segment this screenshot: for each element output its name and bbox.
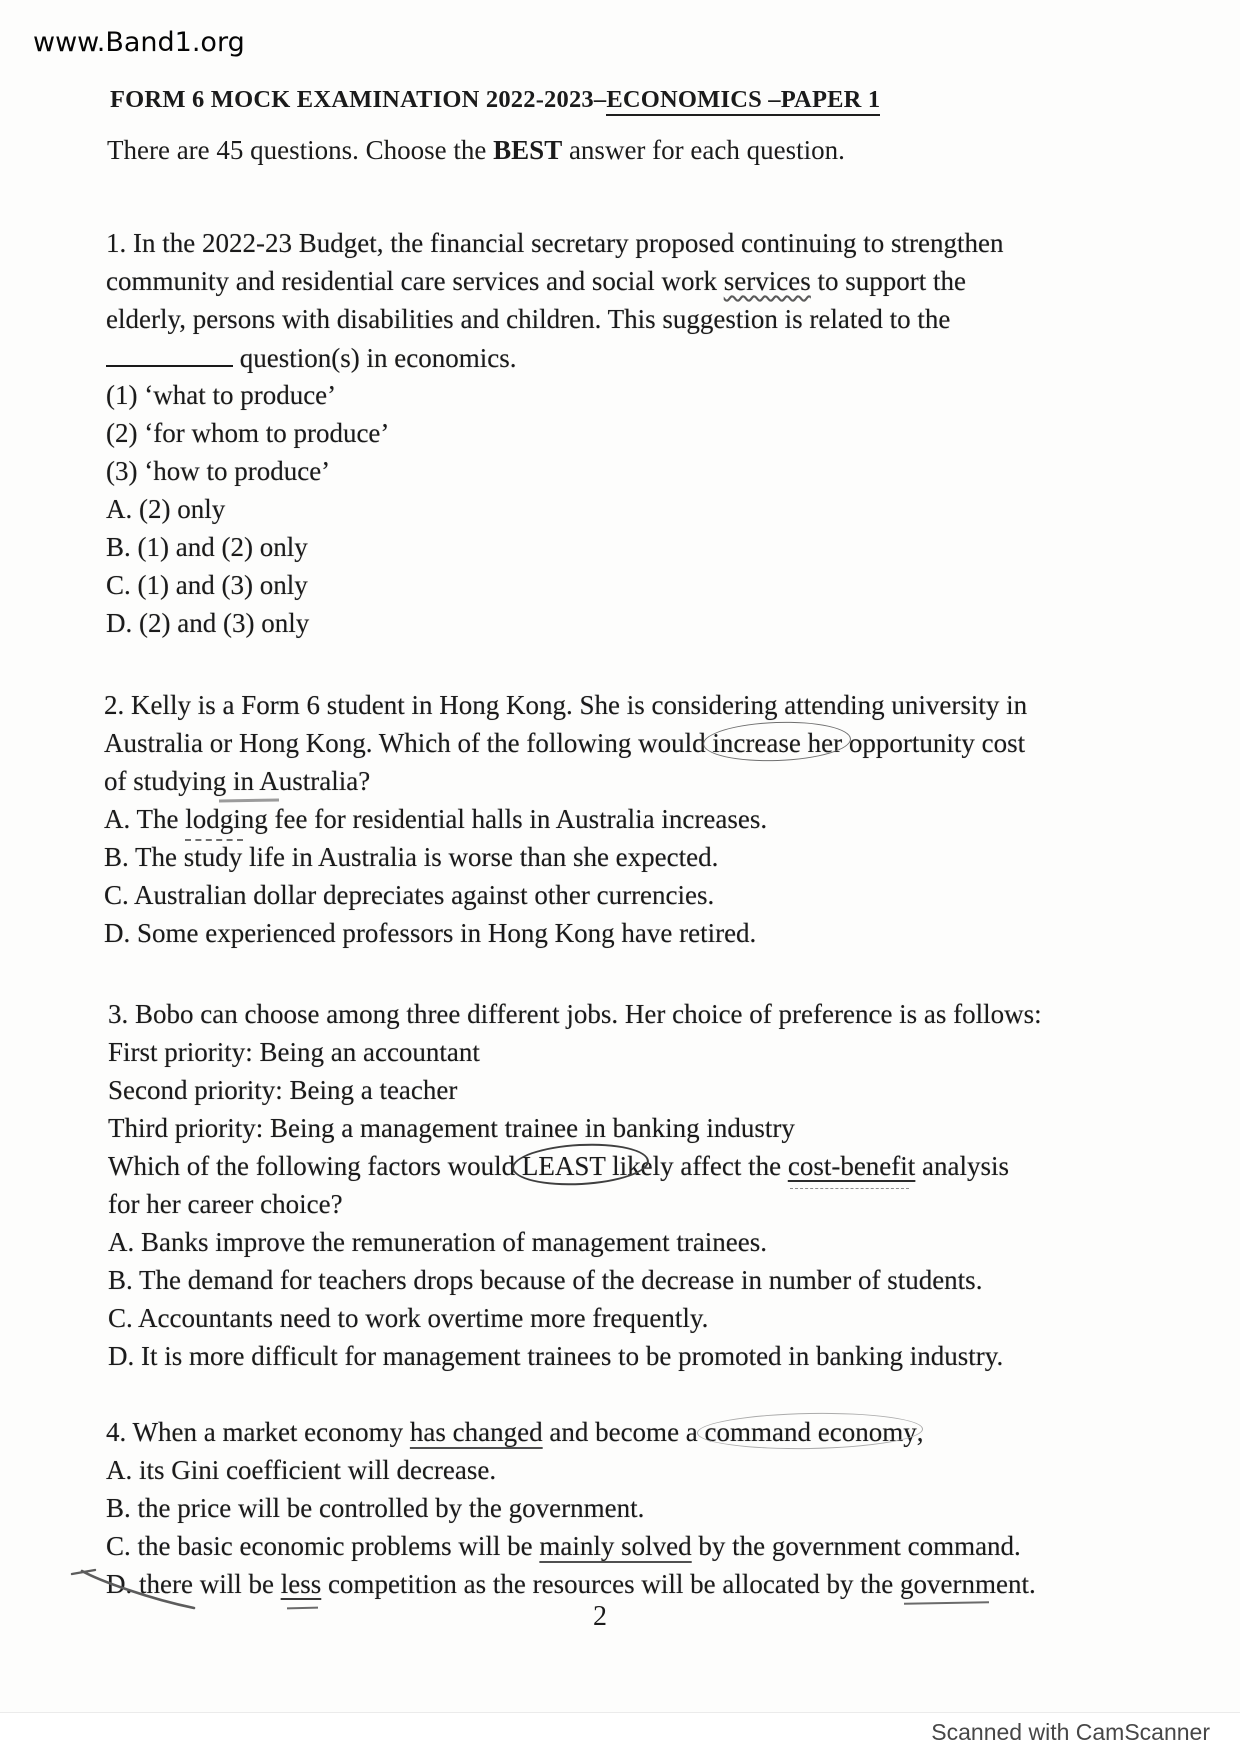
text-line [106,1527,1036,1565]
text-segment: for her career choice? [108,1189,343,1219]
text-segment: B. the price will be controlled by the government. [106,1493,645,1523]
text-line [106,1413,1036,1451]
annotated-text-circle-dark: LEAST lik [521,1151,641,1181]
text-segment: Australia or Hong Kong. Which of the following would [104,728,713,758]
annotated-text-circle: increase her [712,728,843,758]
text-segment: D. there will be [106,1569,281,1599]
text-segment: D. (2) and (3) only [106,608,310,638]
text-segment: C. the basic economic problems will be [106,1531,540,1561]
text-line [106,1565,1036,1603]
instructions-pre: There are 45 questions. Choose the [107,135,494,165]
text-segment: question(s) in economics. [233,343,517,373]
watermark-url: www.Band1.org [33,27,245,58]
text-line [106,1451,1036,1489]
text-segment: 1. In the 2022-23 Budget, the financial secretary proposed continuing to strengthen [106,228,1004,258]
text-line [106,262,1004,300]
text-line [106,490,1004,528]
annotated-text-circle-light: command economy [704,1417,917,1447]
text-segment: . [1028,1569,1036,1599]
annotated-text-penline: has changed [409,1417,543,1447]
text-segment: 4. When a market economy [106,1417,410,1447]
text-segment: for residential halls in Australia increases. [307,804,768,834]
text-segment: community and residential care services and social work [106,266,724,296]
annotated-text-dashmark: lodging fee [185,804,308,834]
text-segment: B. The demand for teachers drops because of the decrease in number of students. [108,1265,983,1295]
text-line [108,1033,1042,1071]
text-segment: B. The study life in Australia is worse than she expected. [104,842,719,872]
text-segment: analysis [915,1151,1010,1181]
text-line [108,1071,1042,1109]
text-line [106,566,1004,604]
text-segment: Which of the following factors would [108,1151,522,1181]
text-segment: C. Australian dollar depreciates against other currencies. [104,880,715,910]
annotated-text-underline-dash: less [280,1569,322,1599]
text-segment: (3) ‘how to produce’ [106,456,331,486]
text-line [106,414,1004,452]
text-segment: Third priority: Being a management trainee in banking industry [108,1113,795,1143]
text-line [108,995,1042,1033]
exam-title-main: FORM 6 MOCK EXAMINATION 2022-2023– [110,86,607,113]
question-q4 [106,1413,1036,1603]
annotated-text-wavy: services [723,266,811,296]
text-segment: elderly, persons with disabilities and children. This suggestion is related to the [106,304,951,334]
annotated-text-pendash: government [900,1569,1029,1599]
text-line [106,528,1004,566]
text-segment: A. (2) only [106,494,226,524]
exam-instructions [107,135,845,166]
text-line [104,762,1027,800]
text-segment: by the government command. [691,1531,1021,1561]
instructions-post: answer for each question. [562,135,845,165]
question-q3 [108,995,1042,1375]
text-line [108,1185,1042,1223]
text-segment: (1) ‘what to produce’ [106,380,337,410]
text-segment: D. Some experienced professors in Hong Kong have retired. [104,918,757,948]
text-segment: to support the [810,266,967,296]
text-line [108,1223,1042,1261]
text-line [104,800,1027,838]
scanner-credit: Scanned with CamScanner [931,1719,1210,1745]
text-line [108,1261,1042,1299]
text-segment: D. It is more difficult for management trainees to be promoted in banking industry. [108,1341,1004,1371]
text-line [104,724,1027,762]
text-line [104,914,1027,952]
annotated-text-penline: mainly solved [539,1531,692,1561]
text-segment: and become a [542,1417,705,1447]
text-line [106,376,1004,414]
text-line [106,338,1004,376]
text-segment: A. Banks improve the remuneration of management trainees. [108,1227,768,1257]
text-line [106,1489,1036,1527]
annotated-text-blank [106,338,233,367]
text-line [108,1147,1042,1185]
text-line [106,224,1004,262]
text-segment: A. its Gini coefficient will decrease. [106,1455,497,1485]
text-segment: Second priority: Being a teacher [108,1075,458,1105]
text-segment: of studying in Australia? [104,766,371,796]
annotated-text-underline2: cost-benefit [787,1151,916,1181]
text-segment: 2. Kelly is a Form 6 student in Hong Kong. She is considering attending university in [104,690,1028,720]
text-segment: A. The [104,804,186,834]
text-line [104,686,1027,724]
text-segment: 3. Bobo can choose among three different jobs. Her choice of preference is as follows: [108,999,1042,1029]
exam-title-subject: ECONOMICS –PAPER 1 [606,86,880,116]
page-number: 2 [593,1601,607,1632]
text-segment: C. (1) and (3) only [106,570,308,600]
instructions-emphasis: BEST [493,135,563,165]
text-segment: competition as the resources will be allocated by the [321,1569,901,1599]
text-segment: , [916,1417,924,1447]
text-line [104,876,1027,914]
question-q2 [104,686,1027,952]
text-line [106,604,1004,642]
question-q1 [106,224,1004,642]
text-segment: ely affect the [640,1151,788,1181]
exam-title [110,86,880,114]
text-segment: B. (1) and (2) only [106,532,308,562]
text-segment: C. Accountants need to work overtime more frequently. [108,1303,709,1333]
text-line [108,1337,1042,1375]
text-line [108,1299,1042,1337]
text-segment: First priority: Being an accountant [108,1037,480,1067]
text-segment: (2) ‘for whom to produce’ [106,418,390,448]
text-line [104,838,1027,876]
text-line [108,1109,1042,1147]
text-segment: opportunity cost [842,728,1026,758]
text-line [106,300,1004,338]
text-line [106,452,1004,490]
